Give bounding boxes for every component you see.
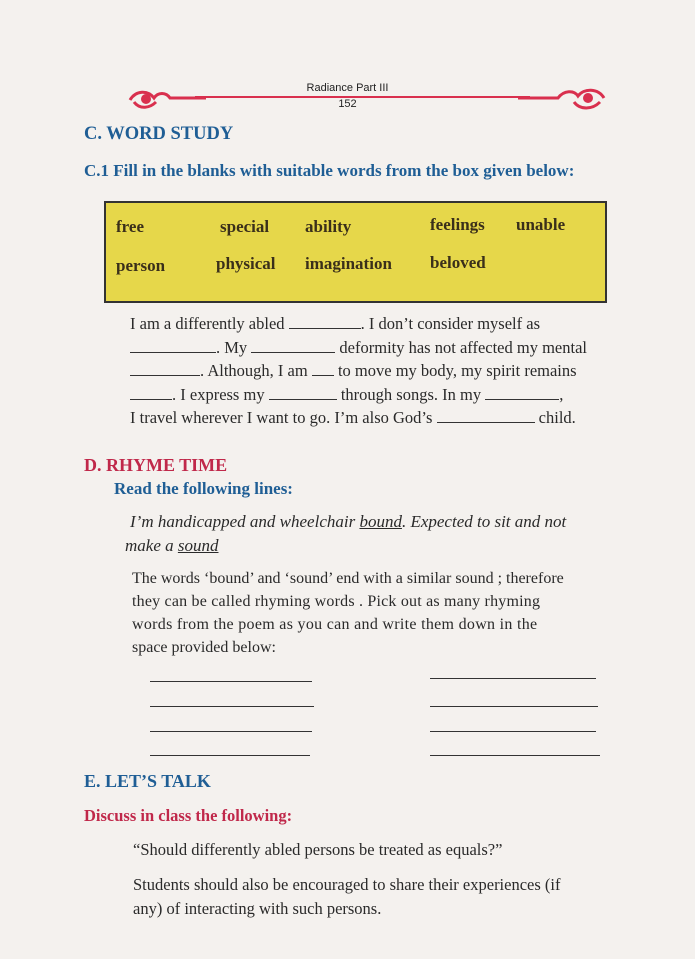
quote-text: . Expected to sit and not xyxy=(401,512,567,531)
passage-text: . My xyxy=(216,338,248,357)
teacher-note-line: Students should also be encouraged to share their experiences (if xyxy=(133,875,561,894)
quote-line xyxy=(125,536,219,556)
blank-4[interactable] xyxy=(130,361,200,376)
passage-line xyxy=(130,385,563,405)
passage-text: . I don’t consider myself as xyxy=(360,314,540,333)
answer-line[interactable] xyxy=(150,755,310,756)
answer-line[interactable] xyxy=(430,731,596,732)
quote-text: make a xyxy=(125,536,174,555)
passage-text: . Although, I am xyxy=(200,361,308,380)
section-c-instruction: C.1 Fill in the blanks with suitable words from the box given below: xyxy=(84,161,575,180)
passage-line xyxy=(130,338,587,358)
passage-text: to move my body, my spirit remains xyxy=(337,361,577,380)
passage-line xyxy=(130,408,576,428)
blank-3[interactable] xyxy=(251,338,335,353)
answer-line[interactable] xyxy=(430,706,598,707)
passage-text: child. xyxy=(538,408,576,427)
word-box-item: special xyxy=(220,217,270,236)
body-line: words from the poem as you can and write them down in the xyxy=(132,616,538,633)
passage-text: . I express my xyxy=(172,385,265,404)
rhyme-word-bound: bound xyxy=(359,512,402,531)
word-box-item: feelings xyxy=(430,215,485,234)
section-e-instruction: Discuss in class the following: xyxy=(84,806,293,825)
answer-line[interactable] xyxy=(430,755,600,756)
passage-text: , xyxy=(559,385,564,404)
blank-7[interactable] xyxy=(269,385,337,400)
passage-line xyxy=(130,361,577,381)
word-box-item: physical xyxy=(216,254,276,273)
answer-line[interactable] xyxy=(150,731,312,732)
word-box-item: imagination xyxy=(305,254,392,273)
blank-8[interactable] xyxy=(485,385,559,400)
teacher-note-line: any) of interacting with such persons. xyxy=(133,899,382,918)
book-title: Radiance Part III xyxy=(306,82,389,94)
answer-line[interactable] xyxy=(150,681,312,682)
blank-6[interactable] xyxy=(130,385,172,400)
body-line: they can be called rhyming words . Pick out as many rhyming xyxy=(132,593,541,610)
word-box-item: unable xyxy=(516,215,566,234)
body-line: space provided below: xyxy=(132,639,276,656)
word-box-item: free xyxy=(116,217,144,236)
word-box-item: person xyxy=(116,256,166,275)
section-c-heading: C. WORD STUDY xyxy=(84,124,234,144)
blank-2[interactable] xyxy=(130,338,216,353)
word-box xyxy=(104,201,607,303)
section-d-instruction: Read the following lines: xyxy=(114,479,293,498)
quote-text: I’m handicapped and wheelchair xyxy=(130,512,356,531)
passage-text: deformity has not affected my mental xyxy=(339,338,587,357)
body-line: The words ‘bound’ and ‘sound’ end with a similar sound ; therefore xyxy=(132,570,564,587)
blank-1[interactable] xyxy=(289,314,361,329)
answer-line[interactable] xyxy=(430,678,596,679)
discussion-question: “Should differently abled persons be treated as equals?” xyxy=(133,840,503,859)
rhyme-word-sound: sound xyxy=(177,536,219,555)
passage-text: I travel wherever I want to go. I’m also God’s xyxy=(130,408,433,427)
word-box-item: beloved xyxy=(430,253,486,272)
page-number: 152 xyxy=(338,98,357,110)
passage-line xyxy=(130,314,540,334)
section-e-heading: E. LET’S TALK xyxy=(84,771,211,791)
answer-line[interactable] xyxy=(150,706,314,707)
blank-9[interactable] xyxy=(437,408,535,423)
quote-line xyxy=(130,512,566,532)
passage-text: I am a differently abled xyxy=(130,314,285,333)
section-d-heading: D. RHYME TIME xyxy=(84,455,228,475)
blank-5[interactable] xyxy=(312,361,334,376)
word-box-item: ability xyxy=(305,217,352,236)
passage-text: through songs. In my xyxy=(340,385,482,404)
